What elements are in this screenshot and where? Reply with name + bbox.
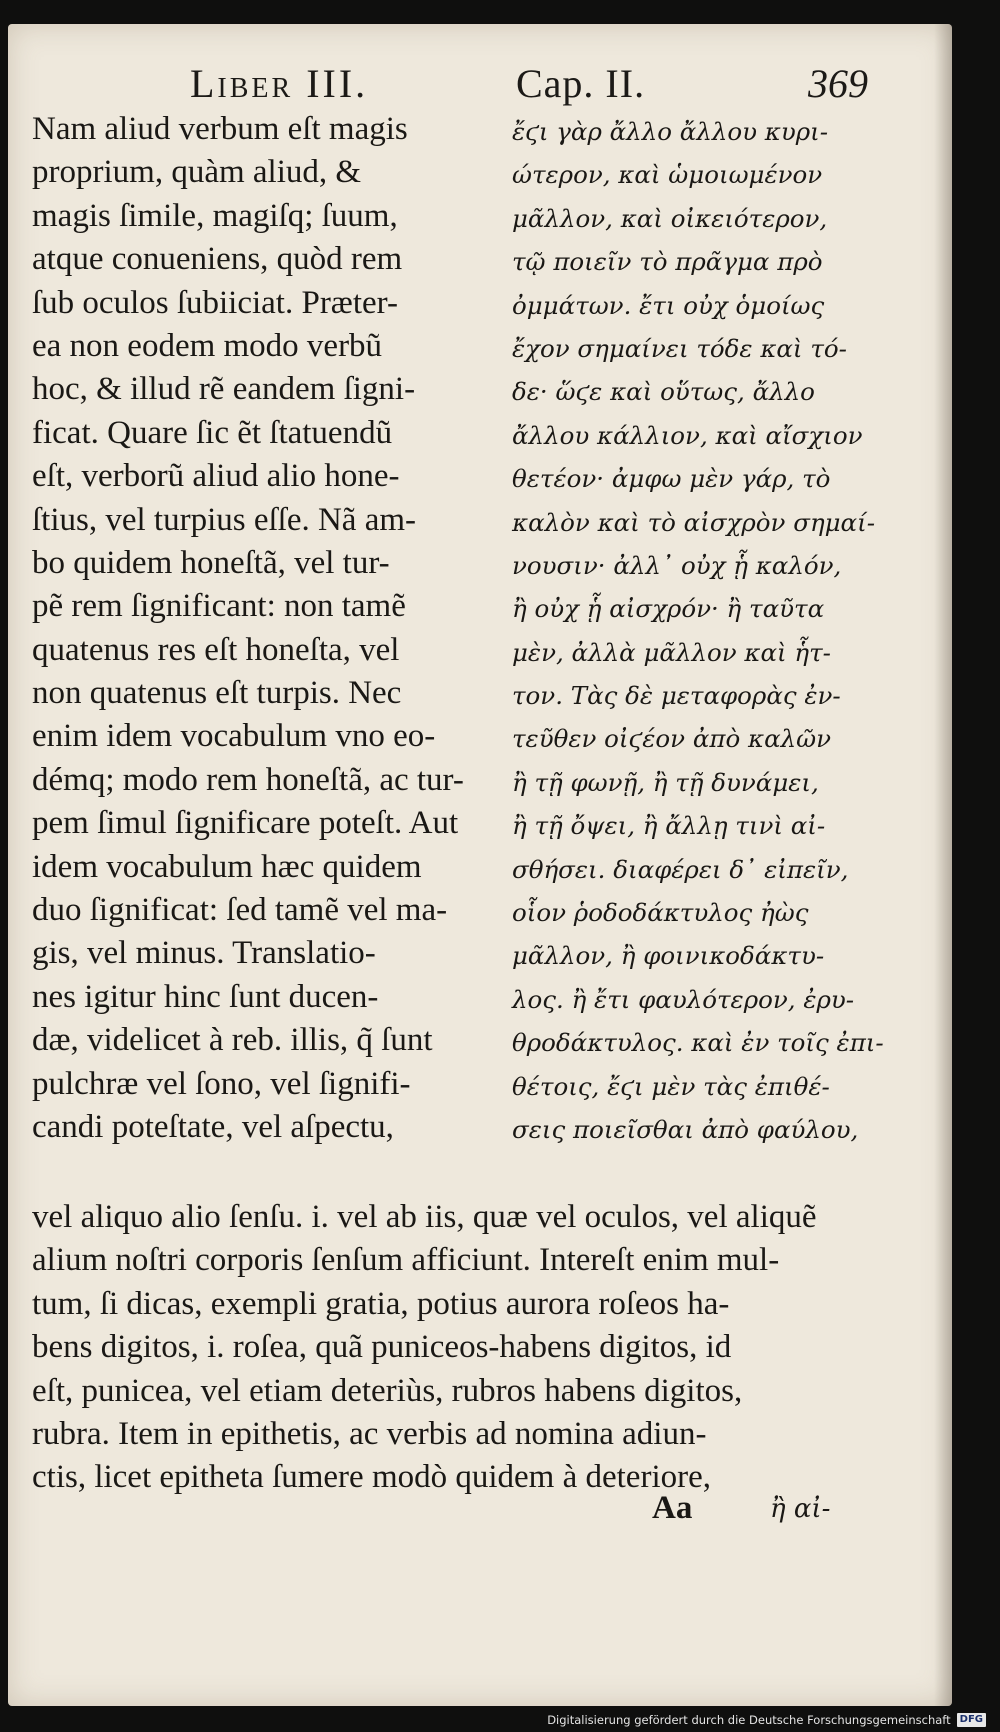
credit-text: Digitalisierung gefördert durch die Deutsche Forschungsgemeinschaft xyxy=(547,1713,951,1727)
latin-line: idem vocabulum hæc quidem xyxy=(32,848,422,885)
latin-line: atque conueniens, quòd rem xyxy=(32,241,403,278)
latin-line: ficat. Quare ſic ẽt ſtatuendũ xyxy=(32,414,393,451)
greek-line: λος. ἢ ἔτι φαυλότερον, ἐρυ- xyxy=(512,984,855,1014)
greek-line: ἄλλου κάλλιον, καὶ αἴσχιον xyxy=(512,420,863,450)
page-number: 369 xyxy=(808,61,868,106)
latin-line: nes igitur hinc ſunt ducen- xyxy=(32,978,379,1015)
latin-line: pem ſimul ſignificare poteſt. Aut xyxy=(32,805,459,842)
latin-line: proprium, quàm aliud, & xyxy=(32,154,362,191)
greek-line: ἢ τῇ ὄψει, ἢ ἄλλῃ τινὶ αἰ- xyxy=(512,811,826,841)
latin-line: dæ, videlicet à reb. illis, q̃ ſunt xyxy=(32,1022,433,1059)
running-head xyxy=(8,60,952,106)
greek-line: ὀμμάτων. ἔτι οὐχ ὁμοίως xyxy=(512,290,825,320)
greek-line: θετέον· ἀμφω μὲν γάρ, τὸ xyxy=(512,464,831,494)
latin-line: non quatenus eſt turpis. Nec xyxy=(32,675,402,712)
greek-line: μᾶλλον, ἢ φοινικοδάκτυ- xyxy=(512,941,825,971)
greek-line: θέτοις, ἔϛι μὲν τὰς ἐπιθέ- xyxy=(512,1071,830,1101)
latin-line: Nam aliud verbum eſt magis xyxy=(32,111,408,147)
text-line: eſt, punicea, vel etiam deteriùs, rubros habens digitos, xyxy=(32,1372,743,1409)
latin-line: quatenus res eſt honeſta, vel xyxy=(32,631,400,668)
latin-line: candi poteſtate, vel aſpectu, xyxy=(32,1108,394,1145)
latin-line: ſub oculos ſubiiciat. Præter- xyxy=(32,284,398,321)
running-head-chapter: Cap. II. xyxy=(516,61,646,106)
greek-line: μᾶλλον, καὶ οἰκειότερον, xyxy=(512,203,828,233)
text-line: vel aliquo alio ſenſu. i. vel ab iis, quæ vel oculos, vel aliquẽ xyxy=(32,1199,817,1235)
latin-line: ſtius, vel turpius eſſe. Nã am- xyxy=(32,501,416,538)
latin-line: duo ſignificat: ſed tamẽ vel ma- xyxy=(32,892,448,929)
greek-line: μὲν, ἀλλὰ μᾶλλον καὶ ἧτ- xyxy=(512,637,831,667)
greek-line: νουσιν· ἀλλ᾽ οὐχ ᾗ καλόν, xyxy=(512,550,842,580)
greek-line: οἷον ῥοδοδάκτυλος ἠὼς xyxy=(512,898,809,928)
greek-line: ώτερον, καὶ ὡμοιωμένον xyxy=(512,160,823,190)
greek-column xyxy=(512,110,922,1151)
latin-line: gis, vel minus. Translatio- xyxy=(32,935,376,972)
greek-line: τῷ ποιεῖν τὸ πρᾶγμα πρὸ xyxy=(512,247,823,277)
latin-line: pulchræ vel ſono, vel ſignifi- xyxy=(32,1065,411,1102)
text-line: bens digitos, i. roſea, quã puniceos-habens digitos, id xyxy=(32,1329,732,1366)
catchword: ἢ αἰ- xyxy=(770,1494,831,1524)
latin-line: enim idem vocabulum vno eo- xyxy=(32,718,436,755)
greek-line: δε· ὥϛε καὶ οὕτως, ἄλλο xyxy=(512,377,815,407)
text-line: tum, ſi dicas, exempli gratia, potius aurora roſeos ha- xyxy=(32,1285,730,1322)
signature-mark: Aa xyxy=(652,1490,693,1526)
latin-line: bo quidem honeſtã, vel tur- xyxy=(32,544,390,581)
greek-line: τεῦθεν οἰϛέον ἀπὸ καλῶν xyxy=(512,724,832,754)
latin-line: hoc, & illud rẽ eandem ſigni- xyxy=(32,371,416,408)
running-head-liber: Liber III. xyxy=(190,61,369,106)
greek-line: σεις ποιεῖσθαι ἀπὸ φαύλου, xyxy=(512,1114,859,1144)
full-width-text xyxy=(32,1196,932,1500)
greek-line: θροδάκτυλος. καὶ ἐν τοῖς ἐπι- xyxy=(512,1028,884,1058)
greek-line: ἢ οὐχ ᾗ αἰσχρόν· ἢ ταῦτα xyxy=(512,594,825,624)
text-line: alium noſtri corporis ſenſum afficiunt. Intereſt enim mul- xyxy=(32,1242,780,1279)
page-footer xyxy=(8,1490,952,1534)
text-line: ctis, licet epitheta ſumere modò quidem à deteriore, xyxy=(32,1459,711,1496)
book-page xyxy=(8,24,952,1706)
greek-line: καλὸν καὶ τὸ αἰσχρὸν σημαί- xyxy=(512,507,875,537)
dfg-logo: DFG xyxy=(957,1713,986,1727)
latin-line: magis ſimile, magiſq; ſuum, xyxy=(32,197,398,234)
greek-line: τον. Τὰς δὲ μεταφορὰς ἐν- xyxy=(512,681,841,711)
latin-line: pẽ rem ſignificant: non tamẽ xyxy=(32,588,406,625)
latin-line: ea non eodem modo verbũ xyxy=(32,327,383,364)
latin-column xyxy=(32,108,502,1149)
greek-line: ἔϛι γὰρ ἄλλο ἄλλου κυρι- xyxy=(512,117,829,146)
greek-line: ἢ τῇ φωνῇ, ἢ τῇ δυνάμει, xyxy=(512,767,819,797)
latin-line: démq; modo rem honeſtã, ac tur- xyxy=(32,761,464,798)
text-line: rubra. Item in epithetis, ac verbis ad nomina adiun- xyxy=(32,1415,707,1452)
digitization-credit xyxy=(547,1712,986,1728)
greek-line: σθήσει. διαφέρει δ᾽ εἰπεῖν, xyxy=(512,854,849,884)
greek-line: ἔχον σημαίνει τόδε καὶ τό- xyxy=(512,333,847,363)
latin-line: eſt, verborũ aliud alio hone- xyxy=(32,458,400,495)
